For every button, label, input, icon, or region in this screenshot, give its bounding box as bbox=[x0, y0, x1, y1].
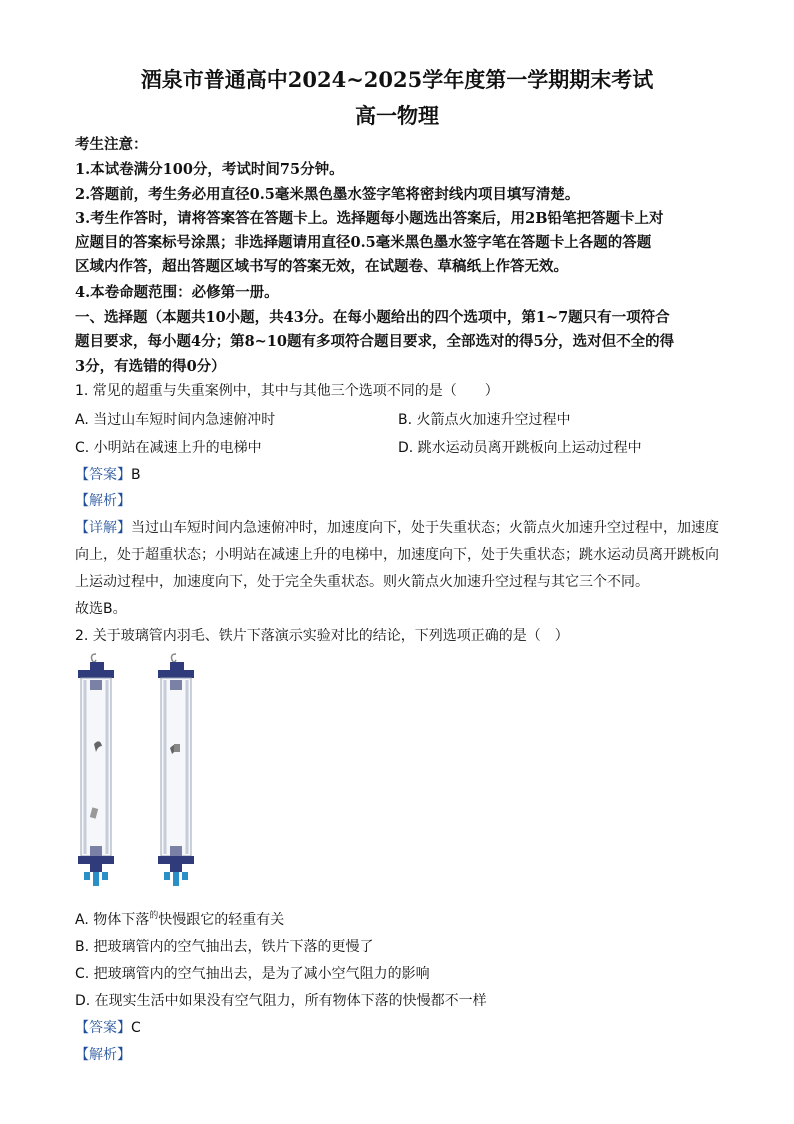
q2-option-b: B. 把玻璃管内的空气抽出去，铁片下落的更慢了 bbox=[75, 939, 374, 955]
glass-tube-figure bbox=[70, 648, 200, 898]
detail-tag: 【详解】 bbox=[75, 520, 131, 536]
notice-item-3-cont1: 应题目的答案标号涂黑；非选择题请用直径0.5毫米黑色墨水签字笔在答题卡上各题的答题 bbox=[75, 234, 652, 251]
answer-tag: 【答案】 bbox=[75, 467, 131, 483]
q1-detail-1 bbox=[75, 517, 719, 537]
notice-item-4: 4.本卷命题范围：必修第一册。 bbox=[75, 284, 279, 301]
q2-option-a-sup: 的 bbox=[149, 911, 159, 921]
exam-subject: 高一物理 bbox=[355, 103, 439, 128]
analysis-tag: 【解析】 bbox=[75, 1047, 131, 1063]
q1-detail-line-1: 当过山车短时间内急速俯冲时，加速度向下，处于失重状态；火箭点火加速升空过程中，加速度 bbox=[131, 520, 719, 536]
q2-option-a-pre: A. 物体下落 bbox=[75, 912, 150, 928]
q1-detail-2: 向上，处于超重状态；小明站在减速上升的电梯中，加速度向下，处于失重状态；跳水运动员离开跳板向 bbox=[75, 547, 719, 563]
section-heading-2: 题目要求，每小题4分；第8~10题有多项符合题目要求，全部选对的得5分，选对但不全的得 bbox=[75, 333, 675, 350]
q2-option-c: C. 把玻璃管内的空气抽出去，是为了减小空气阻力的影响 bbox=[75, 966, 430, 982]
q1-option-c: C. 小明站在减速上升的电梯中 bbox=[75, 440, 262, 456]
q2-option-d: D. 在现实生活中如果没有空气阻力，所有物体下落的快慢都不一样 bbox=[75, 993, 487, 1009]
exam-title: 酒泉市普通高中2024~2025学年度第一学期期末考试 bbox=[140, 67, 654, 92]
q2-option-a-post: 快慢跟它的轻重有关 bbox=[158, 912, 285, 928]
section-heading-3: 3分，有选错的得0分） bbox=[75, 358, 226, 375]
tube-with-air bbox=[78, 654, 114, 886]
q2-option-a bbox=[75, 909, 284, 929]
notice-item-3-cont2: 区域内作答，超出答题区域书写的答案无效，在试题卷、草稿纸上作答无效。 bbox=[75, 258, 568, 275]
q1-analysis-tag bbox=[75, 490, 131, 510]
tube-vacuum bbox=[158, 654, 194, 886]
q1-answer bbox=[75, 464, 141, 484]
q1-option-d: D. 跳水运动员离开跳板向上运动过程中 bbox=[398, 440, 642, 456]
q1-stem: 1. 常见的超重与失重案例中，其中与其他三个选项不同的是（ ） bbox=[75, 383, 499, 399]
q1-option-a: A. 当过山车短时间内急速俯冲时 bbox=[75, 412, 276, 428]
notice-item-3: 3.考生作答时，请将答案答在答题卡上。选择题每小题选出答案后，用2B铅笔把答题卡上对 bbox=[75, 210, 664, 227]
q2-answer bbox=[75, 1017, 141, 1037]
q1-detail-3: 上运动过程中，加速度向下，处于完全失重状态。则火箭点火加速升空过程与其它三个不同。 bbox=[75, 574, 649, 590]
q2-stem: 2. 关于玻璃管内羽毛、铁片下落演示实验对比的结论，下列选项正确的是（ ） bbox=[75, 628, 569, 644]
notice-item-2: 2.答题前，考生务必用直径0.5毫米黑色墨水签字笔将密封线内项目填写清楚。 bbox=[75, 186, 580, 203]
q2-analysis-tag bbox=[75, 1044, 131, 1064]
q1-answer-value: B bbox=[131, 467, 141, 483]
notice-item-1: 1.本试卷满分100分，考试时间75分钟。 bbox=[75, 161, 344, 178]
q1-conclusion: 故选B。 bbox=[75, 601, 127, 617]
q2-answer-value: C bbox=[131, 1020, 141, 1036]
answer-tag: 【答案】 bbox=[75, 1020, 131, 1036]
notice-heading: 考生注意： bbox=[75, 136, 148, 153]
analysis-tag: 【解析】 bbox=[75, 493, 131, 509]
q1-option-b: B. 火箭点火加速升空过程中 bbox=[398, 412, 571, 428]
section-heading-1: 一、选择题（本题共10小题，共43分。在每小题给出的四个选项中，第1~7题只有一项符合 bbox=[75, 309, 670, 326]
